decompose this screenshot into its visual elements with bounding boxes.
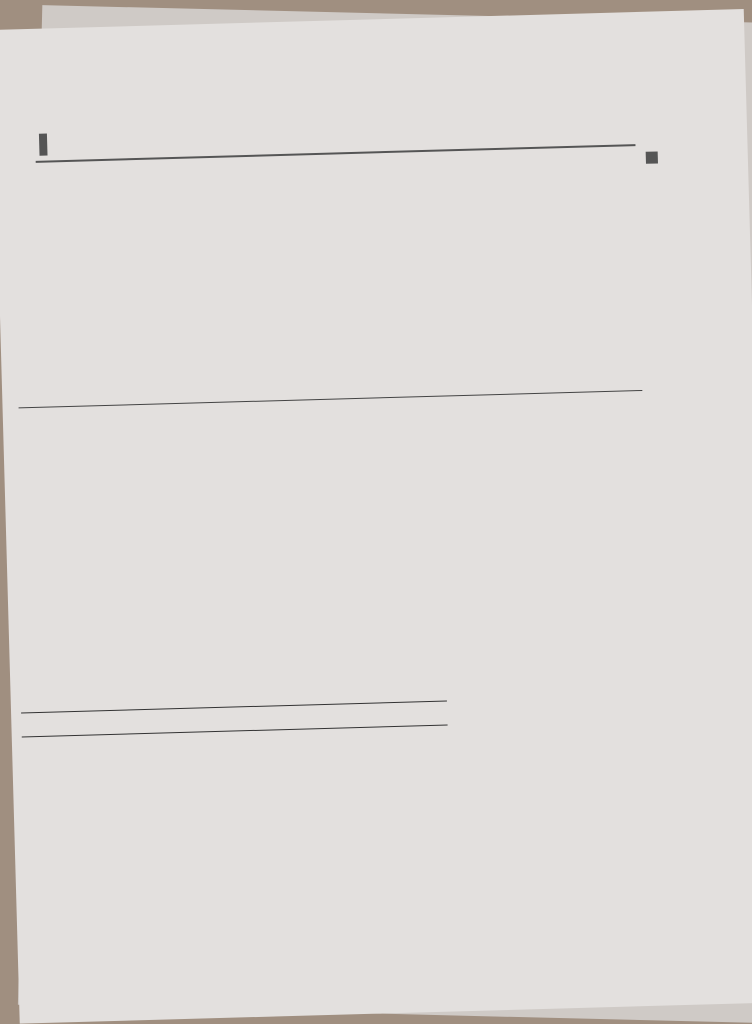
charge-amount <box>357 544 441 546</box>
logo-bar-icon <box>39 133 48 155</box>
header-rule <box>36 144 636 163</box>
usage-bar-chart <box>22 234 365 373</box>
rule-line <box>22 725 448 738</box>
charge-amount <box>355 484 439 486</box>
rule-line <box>21 701 447 714</box>
charge-amount <box>357 556 441 558</box>
charge-amount <box>358 604 442 606</box>
charge-amount <box>360 652 444 654</box>
charges-table <box>15 472 443 784</box>
tax-amount <box>361 714 445 716</box>
charge-amount <box>356 532 440 534</box>
bill-page <box>0 9 752 1024</box>
charges-sidebar <box>442 451 682 458</box>
charge-amount <box>359 640 443 642</box>
logo-word <box>49 128 50 153</box>
charge-amount <box>359 628 443 630</box>
charge-amount <box>359 616 443 618</box>
edison-logo <box>39 128 50 155</box>
charge-amount <box>355 496 439 498</box>
charge-amount <box>356 520 440 522</box>
section-rule <box>19 390 643 408</box>
other-amount <box>361 690 445 692</box>
qr-mark-icon <box>646 151 658 163</box>
charge-amount <box>356 508 440 510</box>
